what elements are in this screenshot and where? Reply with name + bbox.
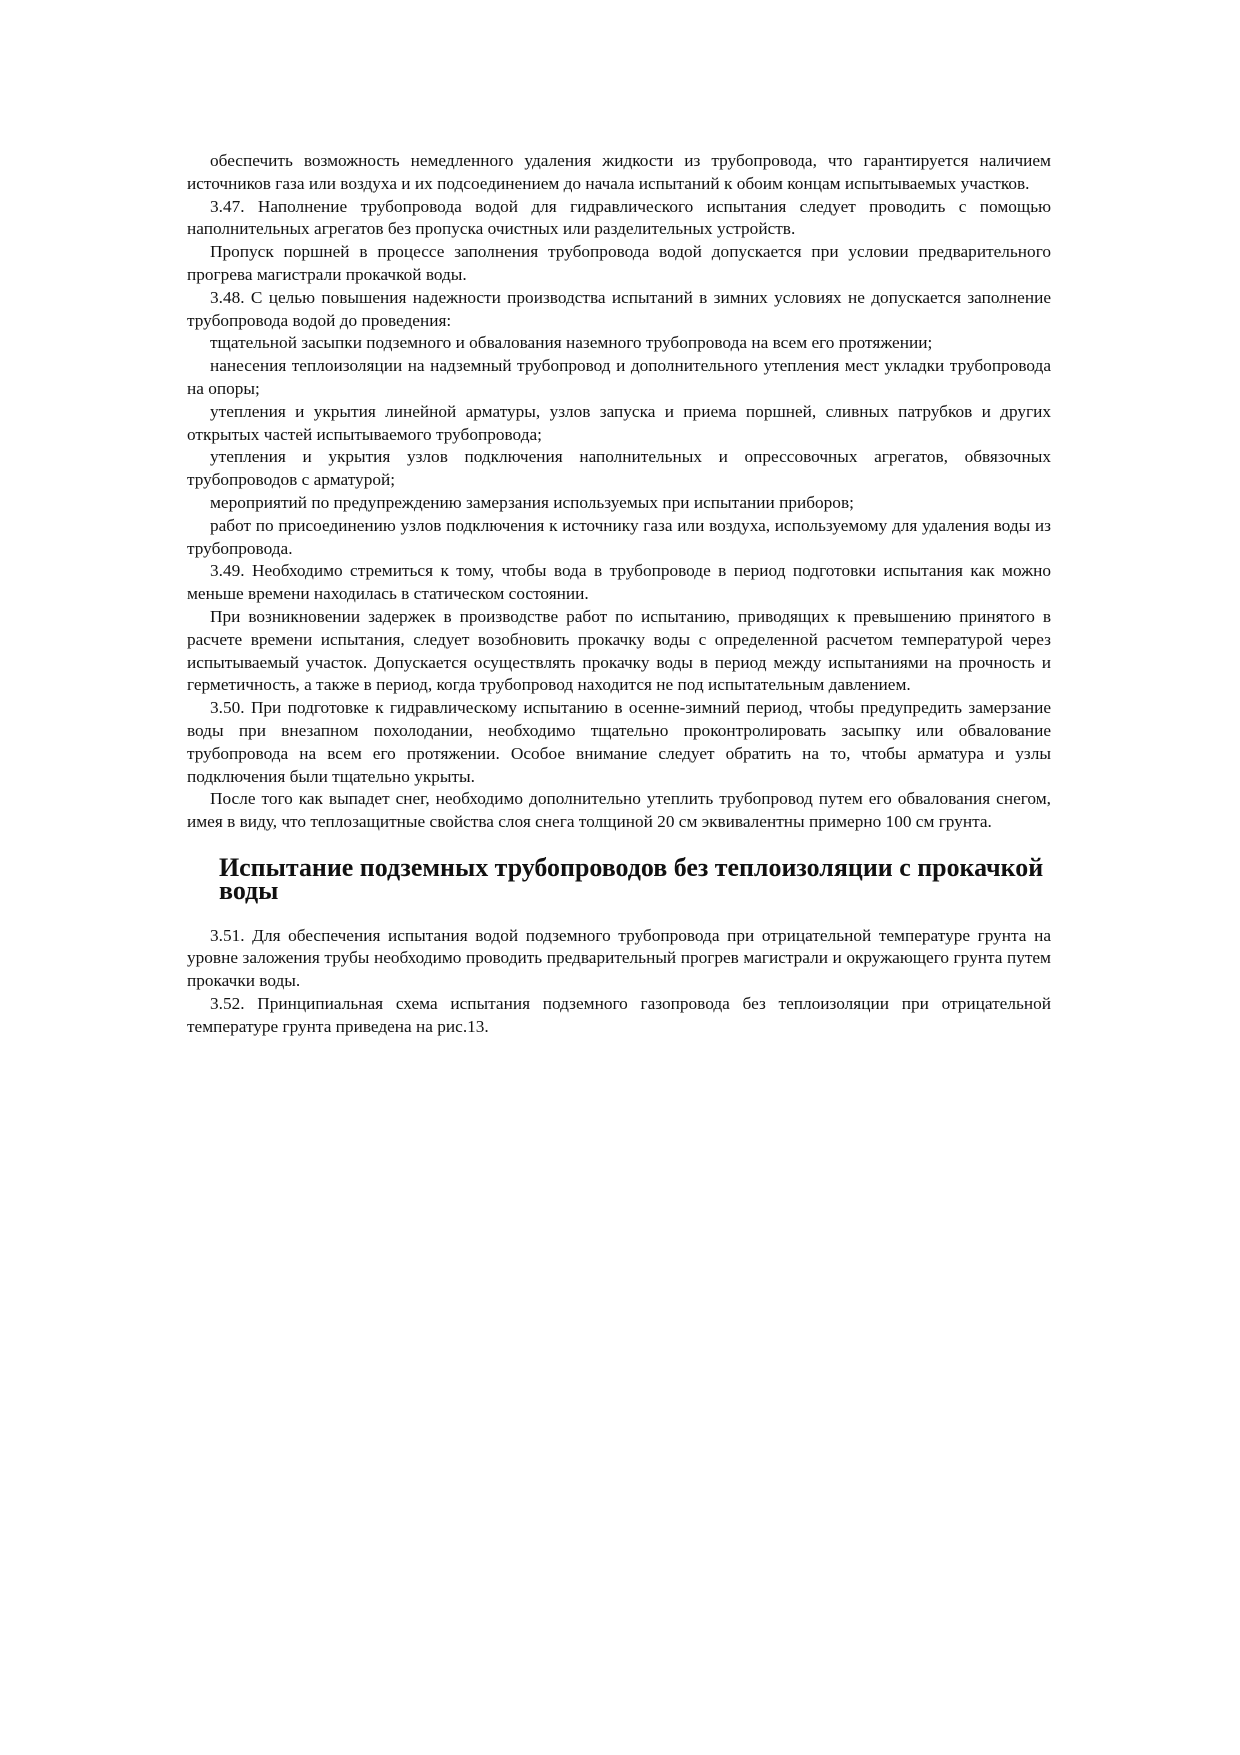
list-item-instruments: мероприятий по предупреждению замерзания используемых при испытании приборов; [210, 492, 854, 512]
list-item-unit-cover: утепления и укрытия узлов подключения наполнительных и опрессовочных агрегатов, обвязочных трубопроводов с арматурой; [187, 447, 1051, 490]
paragraph-piston-pass: Пропуск поршней в процессе заполнения трубопровода водой допускается при условии предварительного прогрева магистрали прокачкой воды. [187, 242, 1051, 284]
list-item-valve-cover: утепления и укрытия линейной арматуры, узлов запуска и приема поршней, сливных патрубков и других открытых частей испытываемого трубопровода; [187, 401, 1051, 444]
paragraph-3-50: 3.50. При подготовке к гидравлическому испытанию в осенне-зимний период, чтобы предупредить замерзание воды при внезапном похолодании, необходимо тщательно проконтролировать засыпку или обвалование трубопровода на всем его протяжении. Особое внимание следует обратить на то, чтобы арматура и узлы подключения были тщательно укрыты. [187, 698, 1051, 786]
document-page [187, 150, 1051, 1038]
paragraph-delays: При возникновении задержек в производстве работ по испытанию, приводящих к превышению принятого в расчете времени испытания, следует возобновить прокачку воды с определенной расчетом температурой через испытываемый участок. Допускается осуществлять прокачку воды в период между испытаниями на прочность и герметичность, а также в период, когда трубопровод находится не под испытательным давлением. [187, 606, 1051, 695]
paragraph-3-51: 3.51. Для обеспечения испытания водой подземного трубопровода при отрицательной температуре грунта на уровне заложения трубы необходимо проводить предварительный прогрев магистрали и окружающего грунта путем прокачки воды. [187, 925, 1051, 991]
section-heading: Испытание подземных трубопроводов без теплоизоляции с прокачкой воды [219, 852, 1044, 905]
paragraph-3-49: 3.49. Необходимо стремиться к тому, чтобы вода в трубопроводе в период подготовки испытания как можно меньше времени находилась в статическом состоянии. [187, 561, 1051, 604]
list-item-connection-work: работ по присоединению узлов подключения к источнику газа или воздуха, используемому для удаления воды из трубопровода. [187, 515, 1051, 558]
paragraph-snow: После того как выпадет снег, необходимо дополнительно утеплить трубопровод путем его обвалования снегом, имея в виду, что теплозащитные свойства слоя снега толщиной 20 см эквивалентны примерно 100 см грунта. [187, 789, 1051, 832]
paragraph-3-47: 3.47. Наполнение трубопровода водой для гидравлического испытания следует проводить с помощью наполнительных агрегатов без пропуска очистных или разделительных устройств. [187, 196, 1051, 239]
paragraph-3-48: 3.48. С целью повышения надежности производства испытаний в зимних условиях не допускается заполнение трубопровода водой до проведения: [187, 287, 1051, 330]
list-item-insulation: нанесения теплоизоляции на надземный трубопровод и дополнительного утепления мест укладки трубопровода на опоры; [187, 356, 1051, 398]
list-item-backfill: тщательной засыпки подземного и обвалования наземного трубопровода на всем его протяжении; [210, 333, 933, 353]
paragraph-continuation: обеспечить возможность немедленного удаления жидкости из трубопровода, что гарантируется наличием источников газа или воздуха и их подсоединением до начала испытаний к обоим концам испытываемых участков. [187, 151, 1051, 193]
paragraph-3-52: 3.52. Принципиальная схема испытания подземного газопровода без теплоизоляции при отрицательной температуре грунта приведена на рис.13. [187, 993, 1051, 1036]
